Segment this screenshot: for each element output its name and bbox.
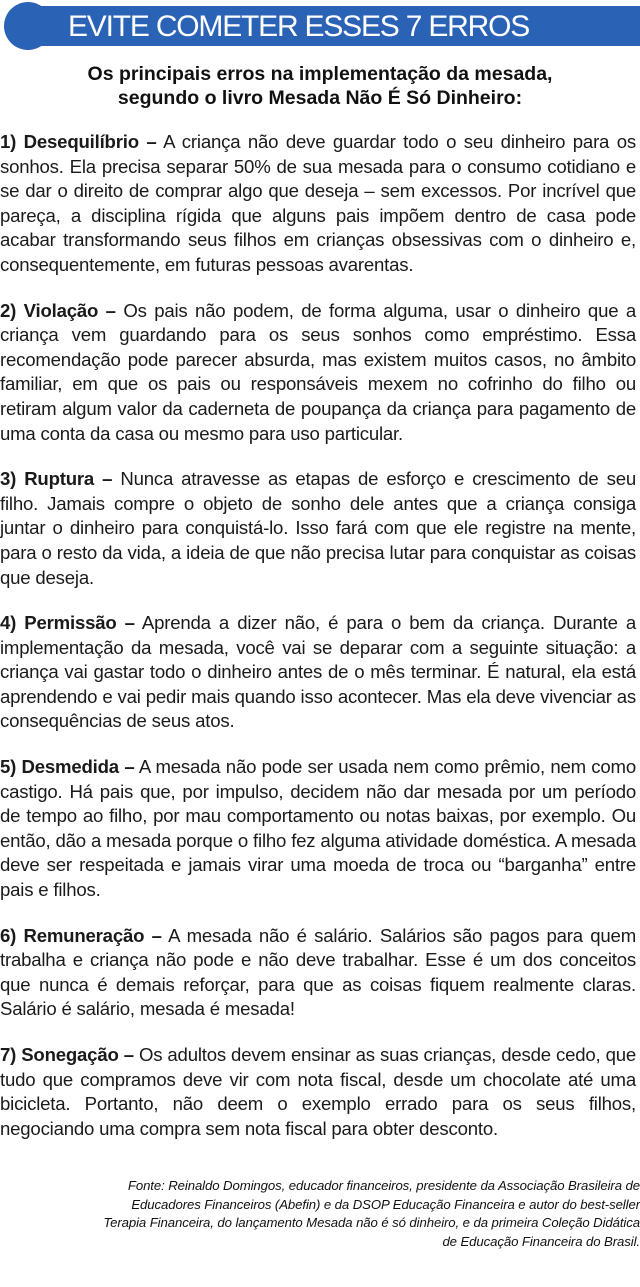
error-heading: 6) Remuneração – <box>0 924 162 946</box>
error-item-7 <box>0 1043 636 1141</box>
source-credit <box>10 1177 640 1251</box>
error-item-1 <box>0 130 636 278</box>
error-list <box>0 130 636 1162</box>
error-heading: 7) Sonegação – <box>0 1044 134 1065</box>
error-heading: 3) Ruptura – <box>0 468 113 490</box>
error-item-6 <box>0 924 636 1022</box>
error-item-4 <box>0 611 636 734</box>
error-text: Aprenda a dizer não, é para o bem da criança. Durante a implementação da mesada, você vai se deparar com a seguinte situação: a criança vai gastar todo o dinheiro antes de o mês terminar. É natural, ela está aprendendo e vai pedir mais quando isso acontecer. Mas ela deve vivenciar as consequências de seus atos. <box>0 612 636 732</box>
error-item-3 <box>0 467 636 590</box>
subtitle-line-2: segundo o livro Mesada Não É Só Dinheiro: <box>117 87 523 109</box>
error-text: Nunca atravesse as etapas de esforço e crescimento de seu filho. Jamais compre o objeto de sonho dele antes que a criança consiga juntar o dinheiro para conquistá-lo. Isso fará com que ele registre na mente, para o resto da vida, a ideia de que não precisa lutar para conquistar as coisas que deseja. <box>0 468 637 588</box>
error-text: A criança não deve guardar todo o seu dinheiro para os sonhos. Ela precisa separar 50% de sua mesada para o consumo cotidiano e se dar o direito de comprar algo que deseja – sem excessos. Por incrível que pareça, a disciplina rígida que alguns pais impõem dentro de casa pode acabar transformando seus filhos em crianças obsessivas com o dinheiro e, consequentemente, em futuras pessoas avarentas. <box>0 131 636 275</box>
error-text: A mesada não pode ser usada nem como prêmio, nem como castigo. Há pais que, por impulso, decidem não dar mesada por um período de tempo ao filho, por mau comportamento ou notas baixas, por exemplo. Ou então, dão a mesada porque o filho fez alguma atividade doméstica. A mesada deve ser respeitada e jamais virar uma moeda de troca ou “barganha” entre pais e filhos. <box>0 756 636 901</box>
source-credit-line-3: Terapia Financeira, do lançamento Mesada não é só dinheiro, e da primeira Coleção Didática <box>103 1215 640 1230</box>
header-banner <box>0 0 640 50</box>
error-text: Os pais não podem, de forma alguma, usar o dinheiro que a criança vem guardando para os seus sonhos como empréstimo. Essa recomendação pode parecer absurda, mas existem muitos casos, no âmbito familiar, em que os pais ou responsáveis mexem no cofrinho do filho ou retiram algum valor da caderneta de poupança da criança para pagamento de uma conta da casa ou mesmo para uso particular. <box>0 299 637 444</box>
source-credit-line-1: Fonte: Reinaldo Domingos, educador financeiros, presidente da Associação Brasileira de <box>127 1178 640 1193</box>
error-heading: 1) Desequilíbrio – <box>0 131 157 152</box>
error-item-5 <box>0 755 636 903</box>
error-heading: 5) Desmedida – <box>0 756 135 778</box>
page-title: EVITE COMETER ESSES 7 ERROS <box>68 10 530 43</box>
source-credit-line-4: de Educação Financeira do Brasil. <box>442 1233 640 1249</box>
source-credit-line-2: Educadores Financeiros (Abefin) e da DSOP Educação Financeira e autor do best-seller <box>131 1196 640 1212</box>
subtitle-line-1: Os principais erros na implementação da mesada, <box>87 63 553 85</box>
error-text: A mesada não é salário. Salários são pagos para quem trabalha e criança não pode e não deve trabalhar. Esse é um dos conceitos que nunca é demais reforçar, para que as coisas fiquem realmente claras. Salário é salário, mesada é mesada! <box>0 924 636 1020</box>
subtitle <box>0 62 640 110</box>
error-item-2 <box>0 299 636 447</box>
error-heading: 4) Permissão – <box>0 612 135 634</box>
header-circle-ornament <box>4 2 52 50</box>
error-heading: 2) Violação – <box>0 299 116 321</box>
error-text: Os adultos devem ensinar as suas crianças, desde cedo, que tudo que compramos deve vir com nota fiscal, desde um chocolate até uma bicicleta. Portanto, não deem o exemplo errado para os seus filhos, negociando uma compra sem nota fiscal para obter desconto. <box>0 1044 636 1139</box>
